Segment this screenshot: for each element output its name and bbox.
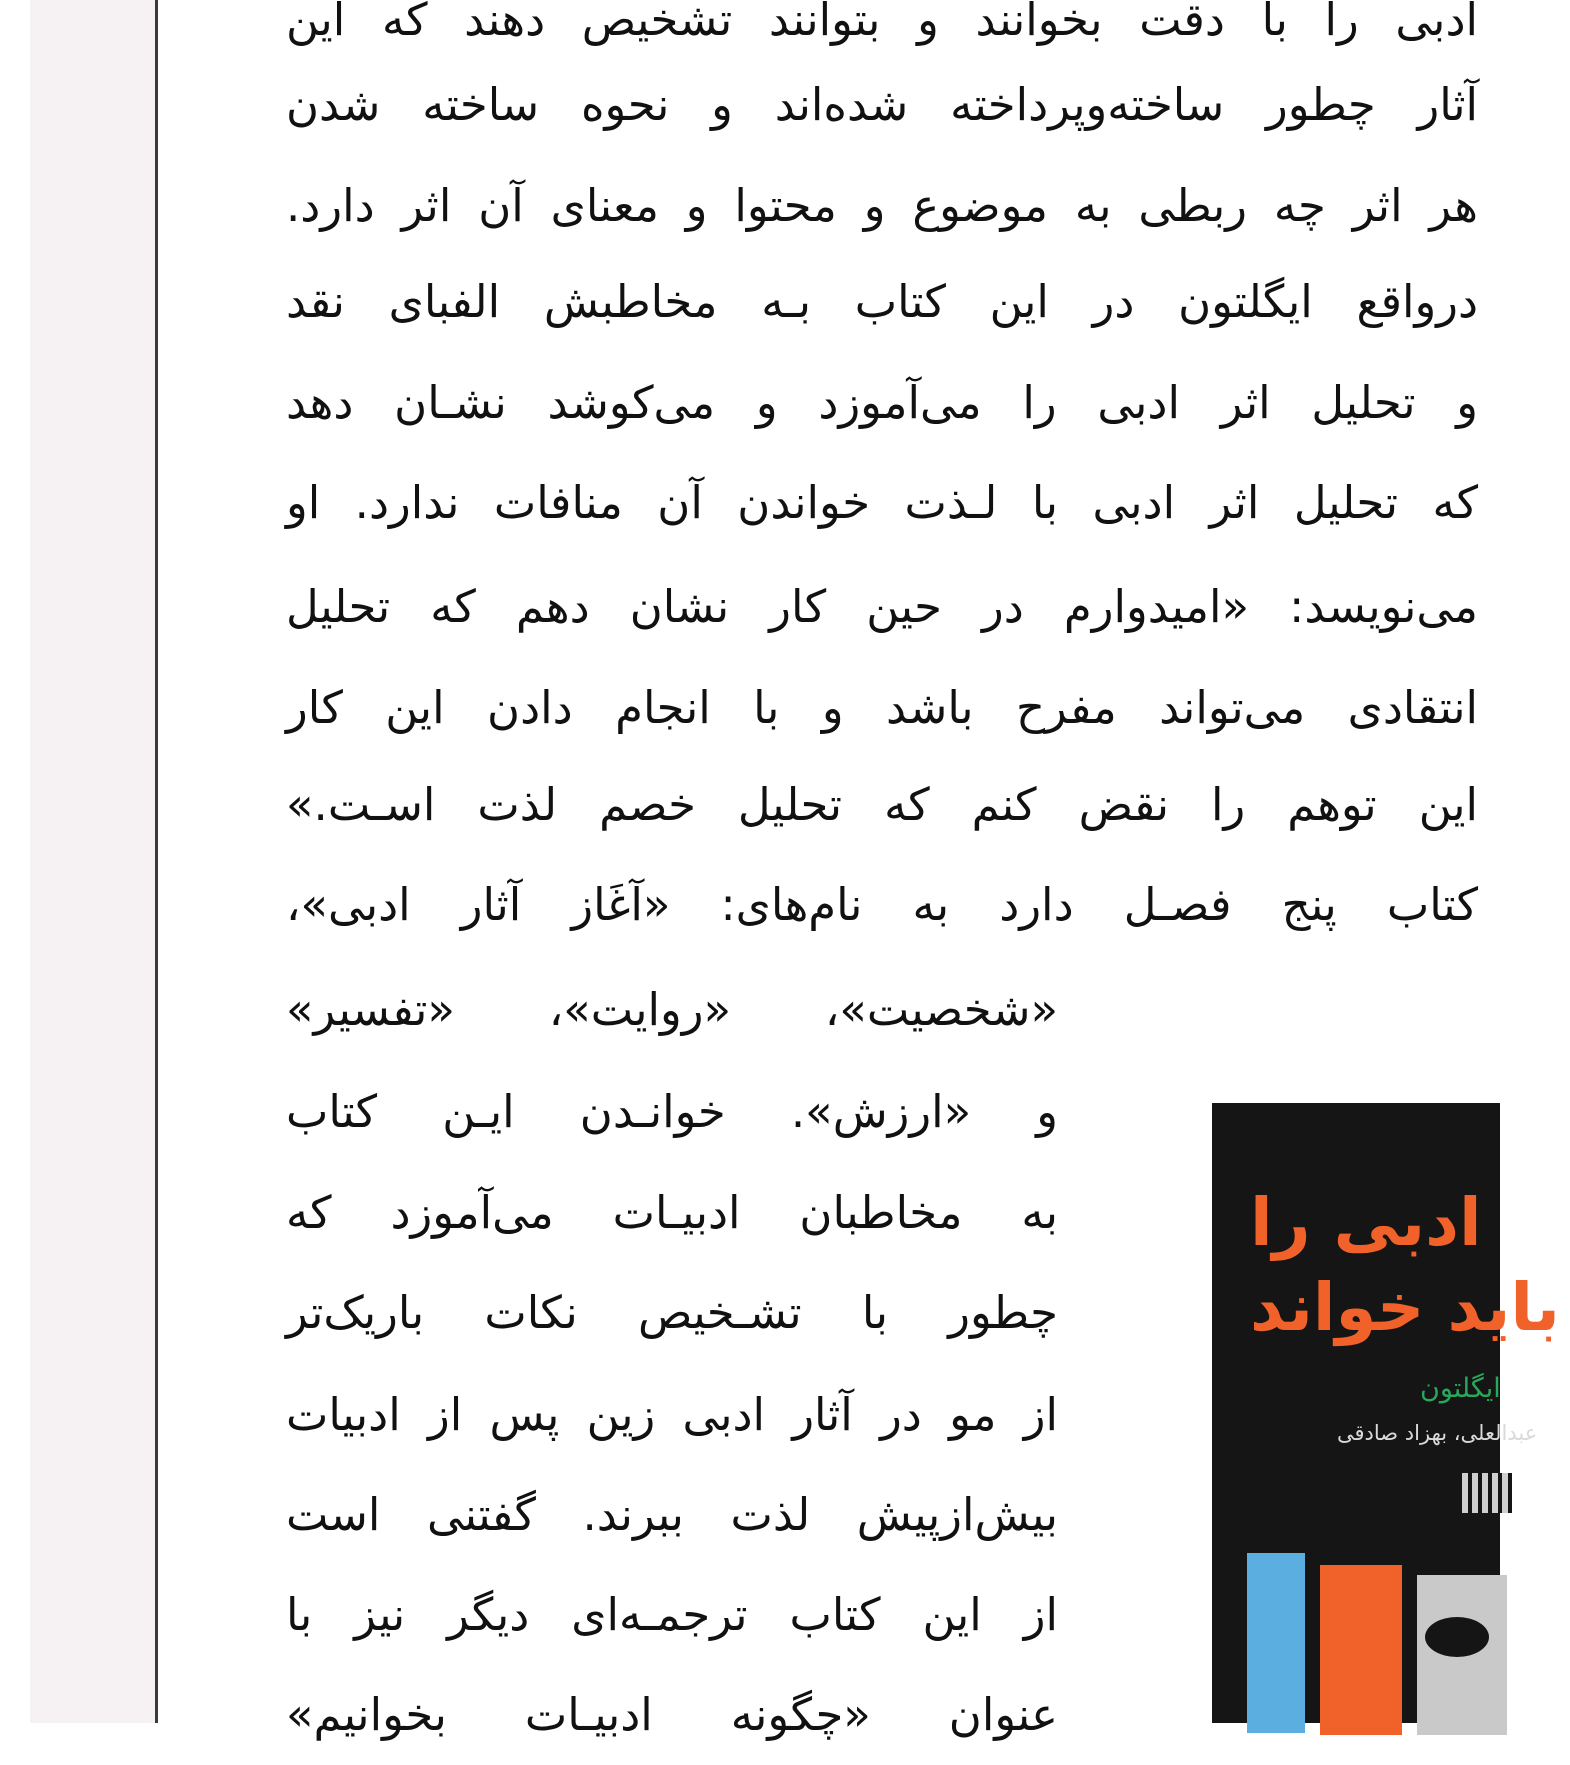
book-illustration-blue (1247, 1553, 1305, 1733)
text-line: کتاب پنج فصـل دارد به نام‌های: «آغَاز آثار ادبی»، (286, 878, 1478, 931)
book-cover-title: ادبی را (1250, 1184, 1482, 1261)
text-line: از این کتاب ترجمـه‌ای دیگر نیز با (286, 1588, 1058, 1641)
book-illustration-grey (1417, 1575, 1507, 1735)
book-cover-author: ایگلتون (1420, 1373, 1501, 1404)
text-line: که تحلیل اثر ادبی با لـذت خواندن آن منافات ندارد. او (286, 476, 1478, 529)
book-illustration-orange (1320, 1565, 1402, 1735)
text-line: هر اثر چه ربطی به موضوع و محتوا و معنای آن اثر دارد. (286, 179, 1478, 232)
book-cover-translators: عبدالعلی، بهزاد صادقی (1337, 1421, 1538, 1445)
text-line: بیش‌ازپیش لذت ببرند. گفتنی است (286, 1488, 1058, 1541)
text-line: انتقادی می‌تواند مفرح باشد و با انجام دادن این کار (286, 681, 1478, 734)
book-illustration-spot (1425, 1617, 1489, 1657)
text-line: از مو در آثار ادبی زین پس از ادبیات (286, 1388, 1058, 1441)
publisher-logo-icon (1462, 1473, 1512, 1513)
page-gutter (30, 0, 155, 1723)
text-line: و تحلیل اثر ادبی را می‌آموزد و می‌کوشد نشـان دهد (286, 376, 1478, 429)
text-line: ادبی را با دقت بخوانند و بتوانند تشخیص دهند که این (286, 0, 1478, 46)
text-line: چطور با تشـخیص نکات باریک‌تر (286, 1286, 1058, 1339)
text-line: «شخصیت»، «روایت»، «تفسیر» (286, 983, 1058, 1036)
text-line: به مخاطبان ادبیـات می‌آموزد که (286, 1186, 1058, 1239)
text-line: و «ارزش». خوانـدن ایـن کتاب (286, 1085, 1058, 1138)
book-cover-image (1212, 1103, 1560, 1723)
text-line: آثار چطور ساخته‌وپرداخته شده‌اند و نحوه ساخته شدن (286, 78, 1478, 131)
text-line: درواقع ایگلتون در این کتاب بـه مخاطبش الفبای نقد (286, 275, 1478, 328)
column-rule (155, 0, 158, 1723)
text-line: این توهم را نقض کنم که تحلیل خصم لذت اسـت.» (286, 778, 1478, 831)
text-line: می‌نویسد: «امیدوارم در حین کار نشان دهم که تحلیل (286, 580, 1478, 633)
page-margin (0, 0, 30, 1723)
text-line: عنوان «چگونه ادبیـات بخوانیم» (286, 1688, 1058, 1741)
book-cover-title: باید خواند (1250, 1269, 1560, 1346)
